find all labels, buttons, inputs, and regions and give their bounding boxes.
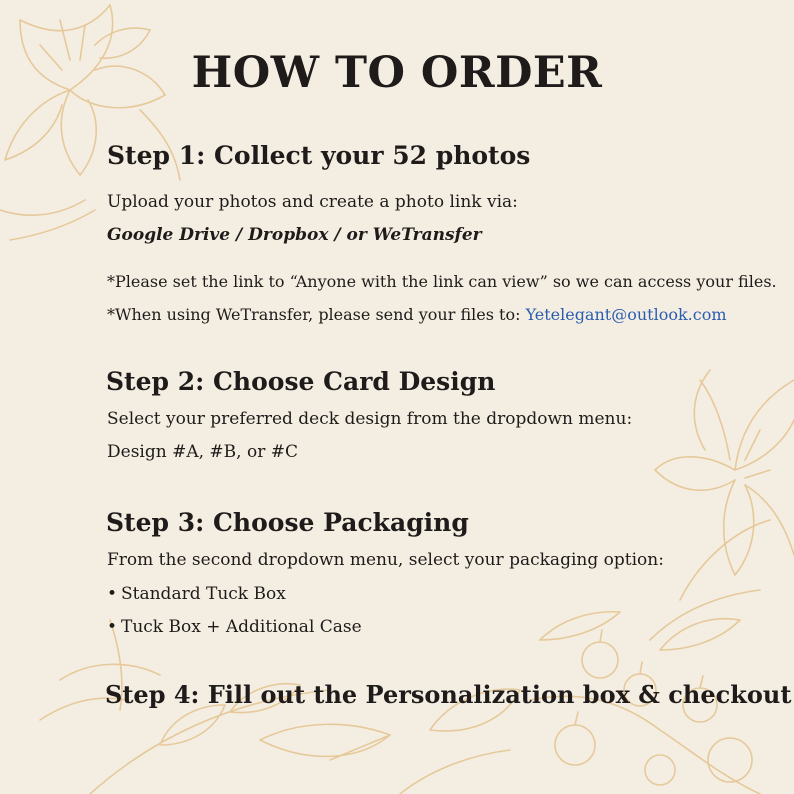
step3-heading: Step 3: Choose Packaging	[106, 508, 469, 537]
packaging-option	[107, 617, 362, 637]
step2-instruction: Select your preferred deck design from the dropdown menu:	[107, 409, 633, 429]
packaging-option-label: Standard Tuck Box	[121, 584, 286, 604]
step1-note-link-access: *Please set the link to “Anyone with the link can view” so we can access your files.	[107, 272, 777, 291]
step3-instruction: From the second dropdown menu, select your packaging option:	[107, 550, 664, 570]
packaging-option-label: Tuck Box + Additional Case	[121, 617, 362, 637]
bullet-glyph: •	[107, 584, 118, 604]
step2-heading: Step 2: Choose Card Design	[106, 367, 496, 396]
bullet-glyph: •	[107, 617, 118, 637]
step1-services: Google Drive / Dropbox / or WeTransfer	[107, 225, 482, 245]
step1-note-wetransfer	[107, 305, 727, 324]
step1-heading: Step 1: Collect your 52 photos	[107, 141, 531, 170]
page-title: HOW TO ORDER	[191, 48, 603, 98]
email-link[interactable]: Yetelegant@outlook.com	[525, 305, 727, 324]
step1-note-wetransfer-text: *When using WeTransfer, please send your files to:	[107, 305, 526, 324]
packaging-option	[107, 584, 286, 604]
step2-design-options: Design #A, #B, or #C	[107, 442, 298, 462]
step1-instruction: Upload your photos and create a photo link via:	[107, 192, 518, 212]
step4-heading: Step 4: Fill out the Personalization box & checkout	[105, 680, 792, 709]
